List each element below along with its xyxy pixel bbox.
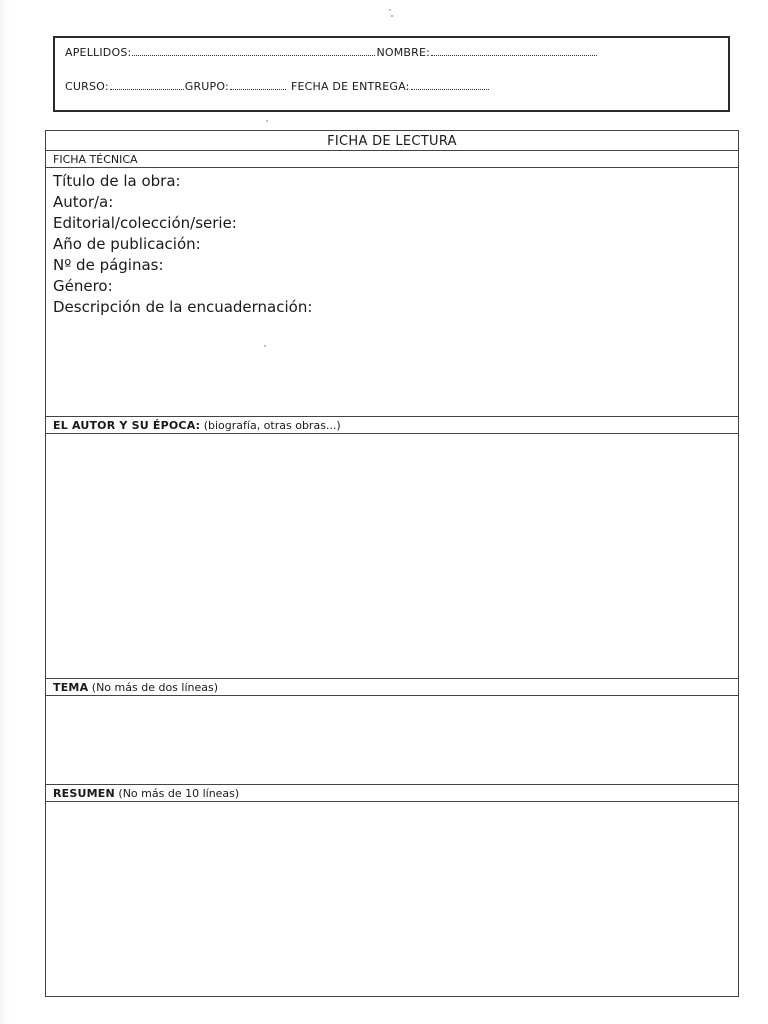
resumen-write-area[interactable] — [46, 802, 738, 996]
tema-section-label — [46, 679, 738, 696]
apellidos-label: APELLIDOS: — [65, 46, 132, 59]
curso-field[interactable] — [110, 80, 184, 90]
autor-section-label — [46, 417, 738, 434]
scan-speck — [391, 15, 393, 17]
field-autor[interactable]: Autor/a: — [53, 193, 114, 211]
fecha-entrega-field[interactable] — [411, 80, 489, 90]
autor-heading: EL AUTOR Y SU ÉPOCA: — [53, 419, 201, 432]
autor-note: (biografía, otras obras...) — [203, 419, 341, 432]
ficha-tecnica-heading: FICHA TÉCNICA — [53, 153, 138, 166]
header-line-1 — [65, 46, 598, 59]
scan-speck — [266, 120, 268, 122]
resumen-note: (No más de 10 líneas) — [118, 787, 240, 800]
reading-form — [45, 130, 739, 997]
apellidos-field[interactable] — [132, 46, 375, 56]
ficha-tecnica-label — [46, 151, 738, 168]
field-num-paginas[interactable]: Nº de páginas: — [53, 256, 164, 274]
ficha-tecnica-fields — [53, 171, 312, 318]
tema-write-area[interactable] — [46, 696, 738, 784]
resumen-section-label — [46, 785, 738, 802]
field-ano-publicacion[interactable]: Año de publicación: — [53, 235, 201, 253]
grupo-field[interactable] — [230, 80, 286, 90]
resumen-heading: RESUMEN — [53, 787, 115, 800]
header-line-2 — [65, 80, 490, 93]
scan-speck — [389, 9, 391, 11]
fecha-entrega-label: FECHA DE ENTREGA: — [290, 80, 410, 93]
scan-speck — [264, 345, 266, 347]
field-genero[interactable]: Género: — [53, 277, 113, 295]
nombre-field[interactable] — [431, 46, 597, 56]
student-info-box — [53, 36, 730, 112]
tema-note: (No más de dos líneas) — [91, 681, 219, 694]
tema-heading: TEMA — [53, 681, 89, 694]
autor-write-area[interactable] — [46, 434, 738, 678]
grupo-label: GRUPO: — [184, 80, 229, 93]
field-titulo[interactable]: Título de la obra: — [53, 172, 181, 190]
field-editorial[interactable]: Editorial/colección/serie: — [53, 214, 237, 232]
field-encuadernacion[interactable]: Descripción de la encuadernación: — [53, 298, 313, 316]
curso-label: CURSO: — [65, 80, 109, 93]
nombre-label: NOMBRE: — [376, 46, 431, 59]
form-title: FICHA DE LECTURA — [46, 131, 738, 151]
